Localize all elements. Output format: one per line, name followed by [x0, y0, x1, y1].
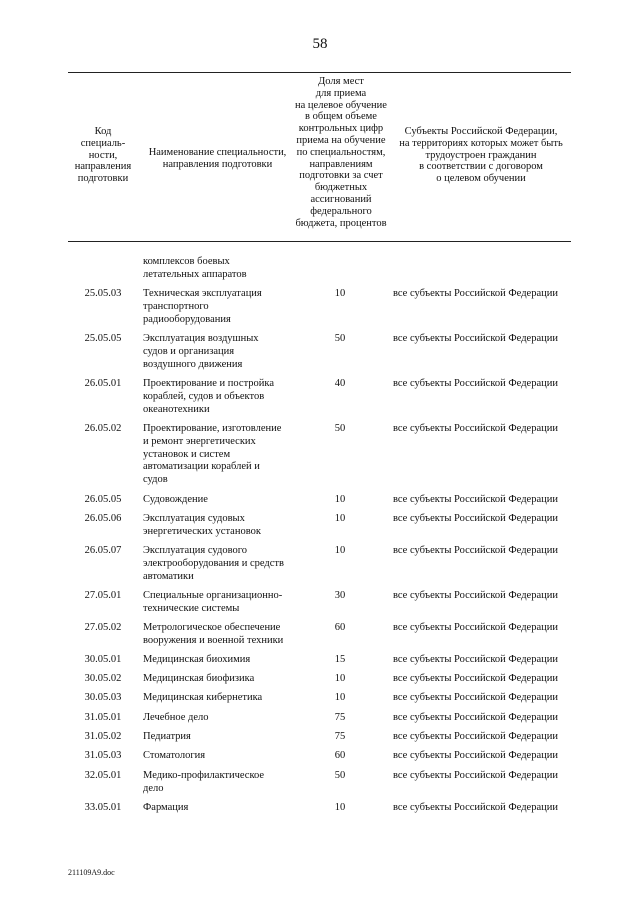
header-line: специаль-	[80, 137, 126, 149]
row-name	[143, 802, 293, 815]
header-line: по специальностям,	[296, 146, 386, 158]
header-line: бюджетных	[314, 182, 368, 194]
row-name	[143, 333, 293, 371]
row-share: 50	[334, 770, 346, 781]
name-line: радиооборудования	[143, 313, 231, 325]
row-share: 10	[334, 802, 346, 813]
name-line: автоматики	[143, 570, 194, 582]
row-subjects: все субъекты Российской Федерации	[393, 750, 558, 761]
row-subjects: все субъекты Российской Федерации	[393, 423, 558, 434]
row-code: 26.05.07	[84, 545, 122, 556]
header-line: федерального	[310, 205, 372, 217]
header-line: направлениям	[309, 158, 373, 170]
name-line: Лечебное дело	[143, 712, 209, 723]
header-top-rule	[68, 72, 571, 73]
row-name	[143, 494, 293, 507]
row-subjects: все субъекты Российской Федерации	[393, 692, 558, 703]
row-share: 10	[334, 288, 346, 299]
header-line: на целевое обучение	[295, 99, 387, 111]
header-line: трудоустроен гражданин	[425, 149, 537, 161]
header-line: для приема	[315, 87, 367, 99]
name-line: комплексов боевых	[143, 256, 230, 267]
header-line: Субъекты Российской Федерации,	[404, 126, 558, 137]
row-subjects: все субъекты Российской Федерации	[393, 333, 558, 344]
name-line: Эксплуатация судового	[143, 545, 247, 556]
row-subjects: все субъекты Российской Федерации	[393, 590, 558, 601]
name-line: Эксплуатация судовых	[143, 513, 245, 524]
header-line: ассигнований	[310, 193, 372, 205]
row-code: 33.05.01	[84, 802, 122, 813]
name-line: транспортного	[143, 300, 209, 312]
header-line: ности,	[88, 149, 118, 161]
row-subjects: все субъекты Российской Федерации	[393, 513, 558, 524]
row-name	[143, 731, 293, 744]
row-code: 25.05.03	[84, 288, 122, 299]
name-line: Фармация	[143, 802, 189, 813]
header-line: о целевом обучении	[436, 173, 526, 185]
header-line: в общем объеме	[305, 111, 377, 123]
header-line: приема на обучение	[296, 134, 386, 146]
row-name	[143, 590, 293, 616]
header-line: контрольных цифр	[298, 123, 384, 135]
row-share: 15	[334, 654, 346, 665]
row-share: 30	[334, 590, 346, 601]
row-share: 60	[334, 622, 346, 633]
row-share: 10	[334, 545, 346, 556]
header-code	[68, 126, 138, 185]
name-line: Судовождение	[143, 494, 208, 505]
row-name	[143, 622, 293, 648]
name-line: воздушного движения	[143, 358, 243, 370]
row-name	[143, 712, 293, 725]
row-code: 30.05.01	[84, 654, 122, 665]
row-share: 40	[334, 378, 346, 389]
row-code: 27.05.01	[84, 590, 122, 601]
name-line: дело	[143, 782, 164, 794]
row-name	[143, 750, 293, 763]
row-name	[143, 423, 293, 487]
name-line: Эксплуатация воздушных	[143, 333, 259, 344]
name-line: Проектирование, изготовление	[143, 423, 282, 434]
name-line: Медицинская кибернетика	[143, 692, 263, 703]
name-line: Стоматология	[143, 750, 206, 761]
row-name	[143, 256, 293, 282]
name-line: Медицинская биофизика	[143, 673, 255, 684]
row-subjects: все субъекты Российской Федерации	[393, 731, 558, 742]
header-line: направления подготовки	[162, 158, 273, 170]
header-line: в соответствии с договором	[419, 161, 543, 173]
row-code: 31.05.01	[84, 712, 122, 723]
row-share: 10	[334, 692, 346, 703]
row-code: 25.05.05	[84, 333, 122, 344]
row-code: 27.05.02	[84, 622, 122, 633]
name-line: автоматизации кораблей и	[143, 461, 260, 473]
header-line: направления	[74, 161, 132, 173]
row-name	[143, 545, 293, 583]
header-line: Код	[94, 126, 112, 137]
name-line: летательных аппаратов	[143, 268, 247, 280]
row-subjects: все субъекты Российской Федерации	[393, 654, 558, 665]
row-name	[143, 692, 293, 705]
name-line: Медицинская биохимия	[143, 654, 251, 665]
name-line: океанотехники	[143, 403, 210, 415]
name-line: технические системы	[143, 602, 240, 614]
row-name	[143, 654, 293, 667]
row-share: 50	[334, 423, 346, 434]
name-line: Педиатрия	[143, 731, 191, 742]
row-name	[143, 673, 293, 686]
row-subjects: все субъекты Российской Федерации	[393, 494, 558, 505]
header-line: Наименование специальности,	[148, 147, 287, 158]
header-share	[293, 76, 389, 229]
row-code: 31.05.02	[84, 731, 122, 742]
row-code: 26.05.06	[84, 513, 122, 524]
row-name	[143, 770, 293, 796]
row-subjects: все субъекты Российской Федерации	[393, 545, 558, 556]
name-line: Метрологическое обеспечение	[143, 622, 281, 633]
row-share: 10	[334, 513, 346, 524]
header-line: подготовки	[77, 173, 129, 185]
name-line: энергетических установок	[143, 525, 261, 537]
row-code: 31.05.03	[84, 750, 122, 761]
row-share: 50	[334, 333, 346, 344]
header-subjects	[389, 126, 573, 185]
header-line: на территориях которых может быть	[399, 137, 563, 149]
row-subjects: все субъекты Российской Федерации	[393, 802, 558, 813]
row-subjects: все субъекты Российской Федерации	[393, 378, 558, 389]
header-line: подготовки за счет	[299, 170, 383, 182]
name-line: судов и организация	[143, 345, 235, 357]
row-code: 30.05.02	[84, 673, 122, 684]
row-name	[143, 288, 293, 326]
name-line: Проектирование и постройка	[143, 378, 275, 389]
row-share: 10	[334, 494, 346, 505]
row-code: 30.05.03	[84, 692, 122, 703]
row-subjects: все субъекты Российской Федерации	[393, 622, 558, 633]
row-share: 75	[334, 712, 346, 723]
header-bottom-rule	[68, 241, 571, 242]
name-line: Медико-профилактическое	[143, 770, 265, 781]
row-share: 75	[334, 731, 346, 742]
row-code: 26.05.02	[84, 423, 122, 434]
name-line: Специальные организационно-	[143, 590, 283, 601]
row-subjects: все субъекты Российской Федерации	[393, 770, 558, 781]
row-name	[143, 513, 293, 539]
row-code: 32.05.01	[84, 770, 122, 781]
row-code: 26.05.01	[84, 378, 122, 389]
row-subjects: все субъекты Российской Федерации	[393, 712, 558, 723]
row-name	[143, 378, 293, 416]
header-line: Доля мест	[318, 76, 364, 87]
name-line: установок и систем	[143, 448, 231, 460]
row-subjects: все субъекты Российской Федерации	[393, 288, 558, 299]
row-share: 60	[334, 750, 346, 761]
row-subjects: все субъекты Российской Федерации	[393, 673, 558, 684]
row-share: 10	[334, 673, 346, 684]
row-code: 26.05.05	[84, 494, 122, 505]
name-line: судов	[143, 474, 168, 486]
header-name	[140, 147, 295, 171]
document-filename: 211109A9.doc	[68, 868, 115, 877]
header-line: бюджета, процентов	[295, 217, 387, 229]
page-number: 58	[312, 36, 328, 52]
name-line: вооружения и военной техники	[143, 634, 284, 646]
name-line: кораблей, судов и объектов	[143, 390, 265, 402]
name-line: Техническая эксплуатация	[143, 288, 262, 299]
name-line: электрооборудования и средств	[143, 557, 284, 569]
name-line: и ремонт энергетических	[143, 435, 256, 447]
